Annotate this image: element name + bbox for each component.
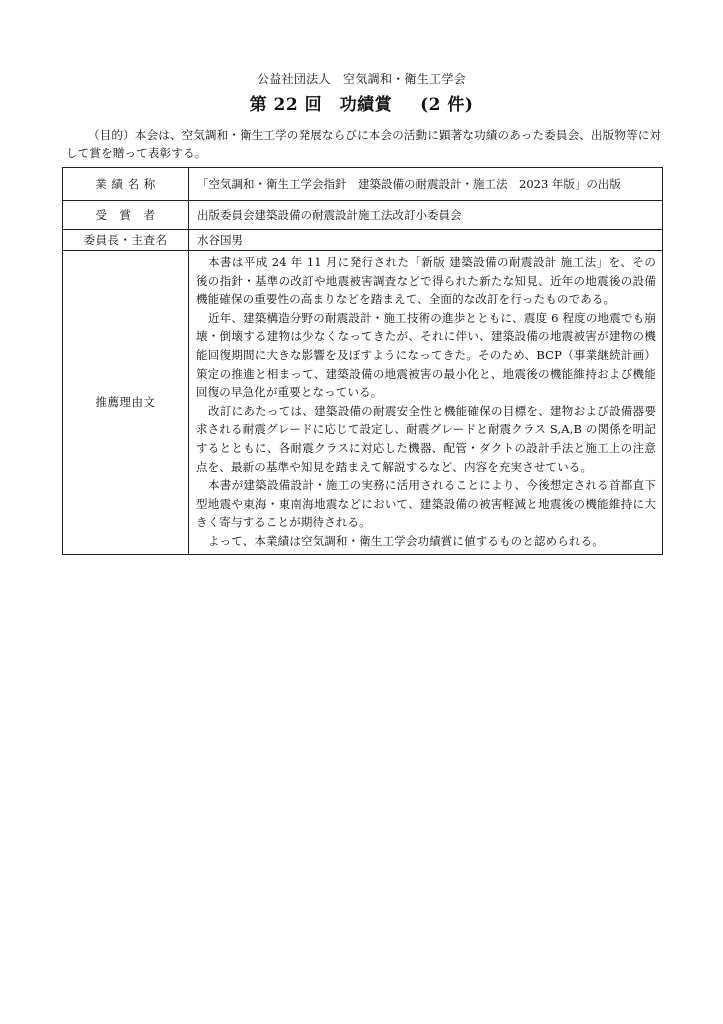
table-row-chair <box>63 230 663 251</box>
achievement-name-label: 業 績 名 称 <box>63 168 189 201</box>
award-title-main: 第 22 回 功績賞 <box>249 95 393 115</box>
reason-paragraph: 近年、建築構造分野の耐震設計・施工技術の進歩とともに、震度 6 程度の地震でも崩壊・倒壊する建物は少なくなってきたが、それに伴い、建築設備の地震被害が建物の機能回復期間に大きな影響を及ぼすようになってきた。そのため、BCP（事業継続計画）策定の推進と相まって、建築設備の地震被害の最小化と、地震後の機能維持および機能回復の早急化が重要となっている。 <box>196 310 656 400</box>
recipient-value: 出版委員会建築設備の耐震設計施工法改訂小委員会 <box>189 201 663 230</box>
recipient-label: 受 賞 者 <box>63 201 189 230</box>
reason-text <box>189 251 663 555</box>
reason-paragraph: 本書は平成 24 年 11 月に発行された「新版 建築設備の耐震設計 施工法」を、その後の指針・基準の改訂や地震被害調査などで得られた新たな知見、近年の地震後の設備機能確保の重要性の高まりなどを踏まえて、全面的な改訂を行ったものである。 <box>196 255 656 307</box>
table-row-reason <box>63 251 663 555</box>
reason-paragraph: よって、本業績は空気調和・衛生工学会功績賞に値するものと認められる。 <box>208 533 604 548</box>
purpose-statement: （目的）本会は、空気調和・衛生工学の発展ならびに本会の活動に顕著な功績のあった委員会、出版物等に対して賞を贈って表彰する。 <box>66 128 662 160</box>
award-count: (2 件) <box>420 95 474 115</box>
award-table <box>62 167 663 555</box>
chair-label: 委員長・主査名 <box>63 230 189 251</box>
chair-value: 水谷国男 <box>189 230 663 251</box>
achievement-name-value: 「空気調和・衛生工学会指針 建築設備の耐震設計・施工法 2023 年版」の出版 <box>189 168 663 201</box>
table-row-achievement <box>63 168 663 201</box>
award-title <box>0 94 723 116</box>
reason-label: 推薦理由文 <box>63 251 189 555</box>
reason-paragraph: 改訂にあたっては、建築設備の耐震安全性と機能確保の目標を、建物および設備器要求される耐震グレードに応じて設定し、耐震グレードと耐震クラス S,A,B の関係を明記するとともに、各耐震クラスに対応した機器、配管・ダクトの設計手法と施工上の注意点を、最新の基準や知見を踏まえて解説するなど、内容を充実させている。 <box>196 403 656 474</box>
organization-name: 公益社団法人 空気調和・衛生工学会 <box>256 72 467 86</box>
table-row-recipient <box>63 201 663 230</box>
reason-paragraph: 本書が建築設備設計・施工の実務に活用されることにより、今後想定される首都直下型地震や東海・東南海地震などにおいて、建築設備の被害軽減と地震後の機能維持に大きく寄与することが期待される。 <box>196 478 656 530</box>
